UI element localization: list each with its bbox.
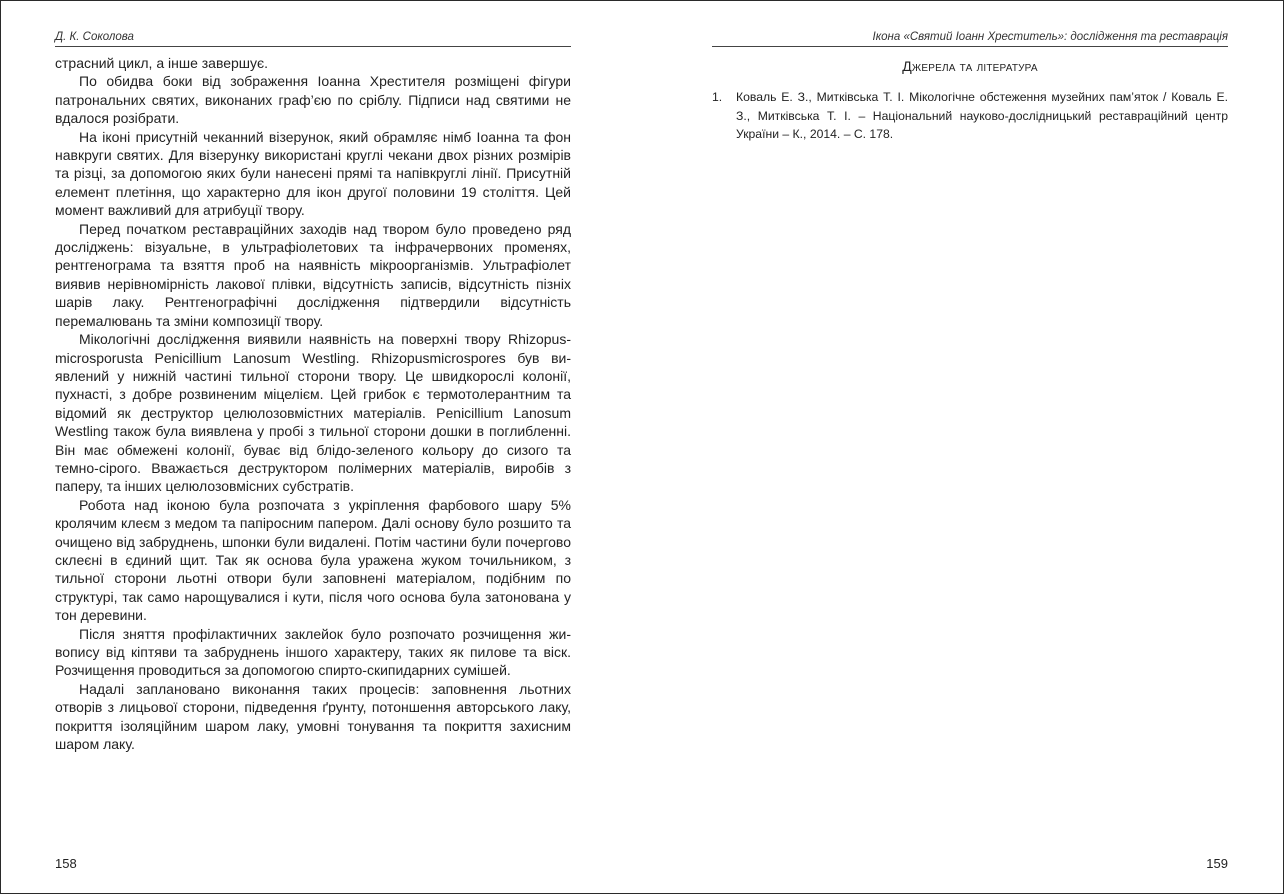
paragraph: На іконі присутній чеканний візерунок, який обрамляє німб Іоанна та фон навкруги святих. Для візерунку використані круглі чекани двох різних розмірів та різці, за допомогою яких були нанесені прямі та напівкруглі лінії. Присутній елемент плетіння, що характерно для ікон другої половини 19 століття. Цей момент важливий для атрибуції твору. <box>55 128 571 219</box>
source-number: 1. <box>712 90 723 104</box>
source-text: Коваль Е. З., Митківська Т. І. Мікологічне обстеження музейних пам’яток / Коваль Е. З., Митківська Т. І. – Національний науково-дослідницький реставраційний центр України – К., 2014. – С. 178. <box>736 90 1228 142</box>
right-page <box>712 0 1228 894</box>
sources-list <box>712 88 1228 144</box>
left-page <box>55 0 571 894</box>
paragraph: Перед початком реставраційних заходів над твором було проведено ряд досліджень: візуальне, в ультрафіолетових та інфрачервоних променях, рентгенограма та взяття проб на наявність мікроорганізмів. Ультрафіолет виявив нерівномірність лакової плівки, відсутність записів, відсутність пізніх шарів лаку. Рентгенографічні дослідження підтвердили відсутність перемалювань та зміни композиції твору. <box>55 220 571 329</box>
left-body-text <box>55 54 571 753</box>
right-running-head: Ікона «Святий Іоанн Хреститель»: дослідження та реставрація <box>712 30 1228 47</box>
paragraph: страсний цикл, а інше завершує. <box>55 55 269 71</box>
paragraph: По обидва боки від зображення Іоанна Хрестителя розміщені фігури патрональних святих, виконаних граф’єю по сріблу. Підписи над святими не вдалося розібрати. <box>55 73 571 127</box>
paragraph: Після зняття профілактичних заклейок було розпочато розчищення живопису від кіптяви та забруднень іншого характеру, таких як пилове та віск. Розчищення проводиться за допомогою спирто-скипидарних сумішей. <box>55 625 571 679</box>
source-item <box>712 88 1228 144</box>
left-page-number: 158 <box>55 856 77 871</box>
sources-heading: Джерела та література <box>902 58 1038 74</box>
right-page-number: 159 <box>1206 856 1228 871</box>
paragraph: Надалі заплановано виконання таких процесів: заповнення льотних отворів з лицьової сторони, підведення ґрунту, потоншення авторського лаку, покриття ізоляційним шаром лаку, умовні тонування та покриття захисним шаром лаку. <box>55 680 571 753</box>
paragraph: Мікологічні дослідження виявили наявність на поверхні твору Rhizopusmicrosporusta Penicillium Lanosum Westling. Rhizopusmicrospores був виявлений у нижній частині тильної сторони твору. Це швидкорослі колонії, пухнасті, з добре розвиненим міцелієм. Цей грибок є термотолерантним та відомий як деструктор целюлозовмістних матеріалів. Penicillium Lanosum Westling також була виявлена у пробі з тильної сторони дошки в поглибленні. Він має обмежені колонії, буває від блідо-зеленого кольору до сизого та темно-сірого. Вважається деструктором полімерних матеріалів, виробів з паперу, та інших целюлозовмісних субстратів. <box>55 331 571 495</box>
paragraph: Робота над іконою була розпочата з укріплення фарбового шару 5% кролячим клеєм з медом та папіросним папером. Далі основу було розшито та очищено від забруднень, шпонки були видалені. Потім частини були почергово склеєні в єдиний щит. Так як основа була уражена жуком точильником, з тильної сторони льотні отвори були заповнені матеріалом, подібним по структурі, так само нарощувалися і кути, після чого основа була затонована у тон деревини. <box>55 496 571 624</box>
left-running-head: Д. К. Соколова <box>55 30 571 47</box>
